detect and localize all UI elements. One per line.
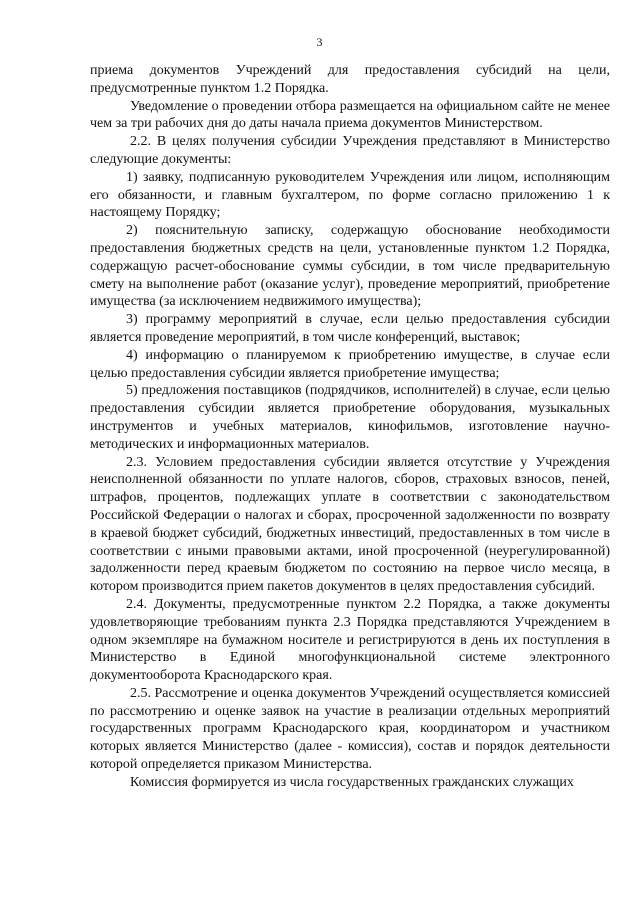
document-body <box>90 62 610 792</box>
paragraph-continuation: приема документов Учреждений для предоставления субсидий на цели, предусмотренные пунктом 1.2 Порядка. <box>90 63 610 96</box>
list-item-4: 4) информацию о планируемом к приобретению имуществе, в случае если целью предоставления субсидии является приобретение имущества; <box>90 347 610 381</box>
list-item-1: 1) заявку, подписанную руководителем Учреждения или лицом, исполняющим его обязанности, и главным бухгалтером, по форме согласно приложению 1 к настоящему Порядку; <box>90 169 610 221</box>
list-item-5: 5) предложения поставщиков (подрядчиков, исполнителей) в случае, если целью предоставления субсидии является приобретение оборудования, музыкальных инструментов и учебных материалов, кинофильмов, изготовление научно-методических и информационных материалов. <box>90 383 610 452</box>
page-number: 3 <box>316 35 323 49</box>
list-item-3: 3) программу мероприятий в случае, если целью предоставления субсидии является проведение мероприятий, в том числе конференций, выставок; <box>90 312 610 345</box>
paragraph-2-4: 2.4. Документы, предусмотренные пунктом 2.2 Порядка, а также документы удовлетворяющие требованиям пункта 2.3 Порядка представляются Учреждением в одном экземпляре на бумажном носителе и регистрируются в день их поступления в Министерство в Единой многофункциональной системе электронного документооборота Краснодарского края. <box>90 596 610 684</box>
paragraph-2-3: 2.3. Условием предоставления субсидии является отсутствие у Учреждения неисполненной обязанности по уплате налогов, сборов, страховых взносов, пеней, штрафов, процентов, подлежащих уплате в соответствии с законодательством Российской Федерации о налогах и сборах, просроченной задолженности по возврату в краевой бюджет субсидий, бюджетных инвестиций, предоставленных в том числе в соответствии с иными правовыми актами, иной просроченной (неурегулированной) задолженности перед краевым бюджетом по состоянию на первое число месяца, в котором производится прием пакетов документов в целях предоставления субсидий. <box>90 454 610 595</box>
paragraph-2-2: 2.2. В целях получения субсидии Учреждения представляют в Министерство следующие документы: <box>90 134 610 167</box>
paragraph-notice: Уведомление о проведении отбора размещается на официальном сайте не менее чем за три рабочих дня до даты начала приема документов Министерством. <box>90 98 610 132</box>
paragraph-2-5: 2.5. Рассмотрение и оценка документов Учреждений осуществляется комиссией по рассмотрению и оценке заявок на участие в реализации отдельных мероприятий государственных программ Краснодарского края, координатором и участником которых является Министерство (далее - комиссия), состав и порядок деятельности которой определяется приказом Министерства. <box>90 685 610 773</box>
paragraph-commission: Комиссия формируется из числа государственных гражданских служащих <box>130 774 574 790</box>
list-item-2: 2) пояснительную записку, содержащую обоснование необходимости предоставления бюджетных средств на цели, установленные пунктом 1.2 Порядка, содержащую расчет-обоснование суммы субсидии, в том числе предварительную смету на выполнение работ (оказание услуг), проведение мероприятий, приобретение имущества (за исключением недвижимого имущества); <box>90 223 610 310</box>
